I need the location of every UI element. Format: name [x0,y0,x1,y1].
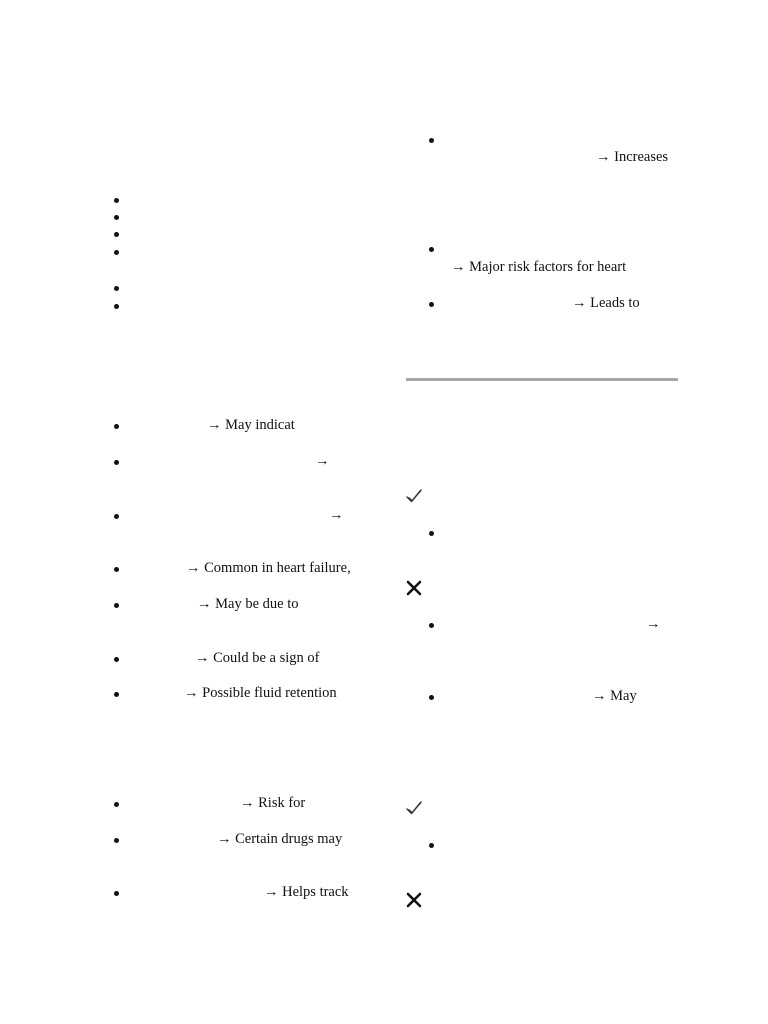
bullet-marker [114,838,119,843]
list-item: → Risk for [240,795,306,811]
bullet-marker [114,603,119,608]
bullet-marker [429,623,434,628]
list-item: → Possible fluid retention [184,685,337,701]
list-item: → [315,453,330,469]
bullet-marker [429,695,434,700]
check-icon [405,799,423,817]
bullet-marker [114,286,119,291]
bullet-marker [429,302,434,307]
list-item: → Helps track [264,884,349,900]
list-item: → Common in heart failure, [186,560,351,576]
bullet-marker [114,198,119,203]
cross-icon [406,892,422,908]
list-item: → May [592,688,637,704]
list-item: → [646,616,661,632]
list-item: → Certain drugs may [217,831,343,847]
bullet-marker [114,657,119,662]
list-item: → Leads to [572,295,640,311]
bullet-marker [114,304,119,309]
bullet-marker [114,460,119,465]
list-item: → May be due to [197,596,299,612]
bullet-marker [114,514,119,519]
bullet-marker [429,843,434,848]
bullet-marker [114,250,119,255]
list-item: → Increases [596,149,669,165]
bullet-marker [114,802,119,807]
bullet-marker [114,891,119,896]
bullet-marker [429,247,434,252]
list-item: → Could be a sign of [195,650,320,666]
list-item: → [329,507,344,523]
check-icon [405,487,423,505]
bullet-marker [114,232,119,237]
bullet-marker [114,567,119,572]
list-item: → Major risk factors for heart [451,259,627,275]
bullet-marker [429,138,434,143]
bullet-marker [114,424,119,429]
bullet-marker [429,531,434,536]
divider [406,378,678,381]
bullet-marker [114,215,119,220]
cross-icon [406,580,422,596]
list-item: → May indicat [207,417,295,433]
bullet-marker [114,692,119,697]
